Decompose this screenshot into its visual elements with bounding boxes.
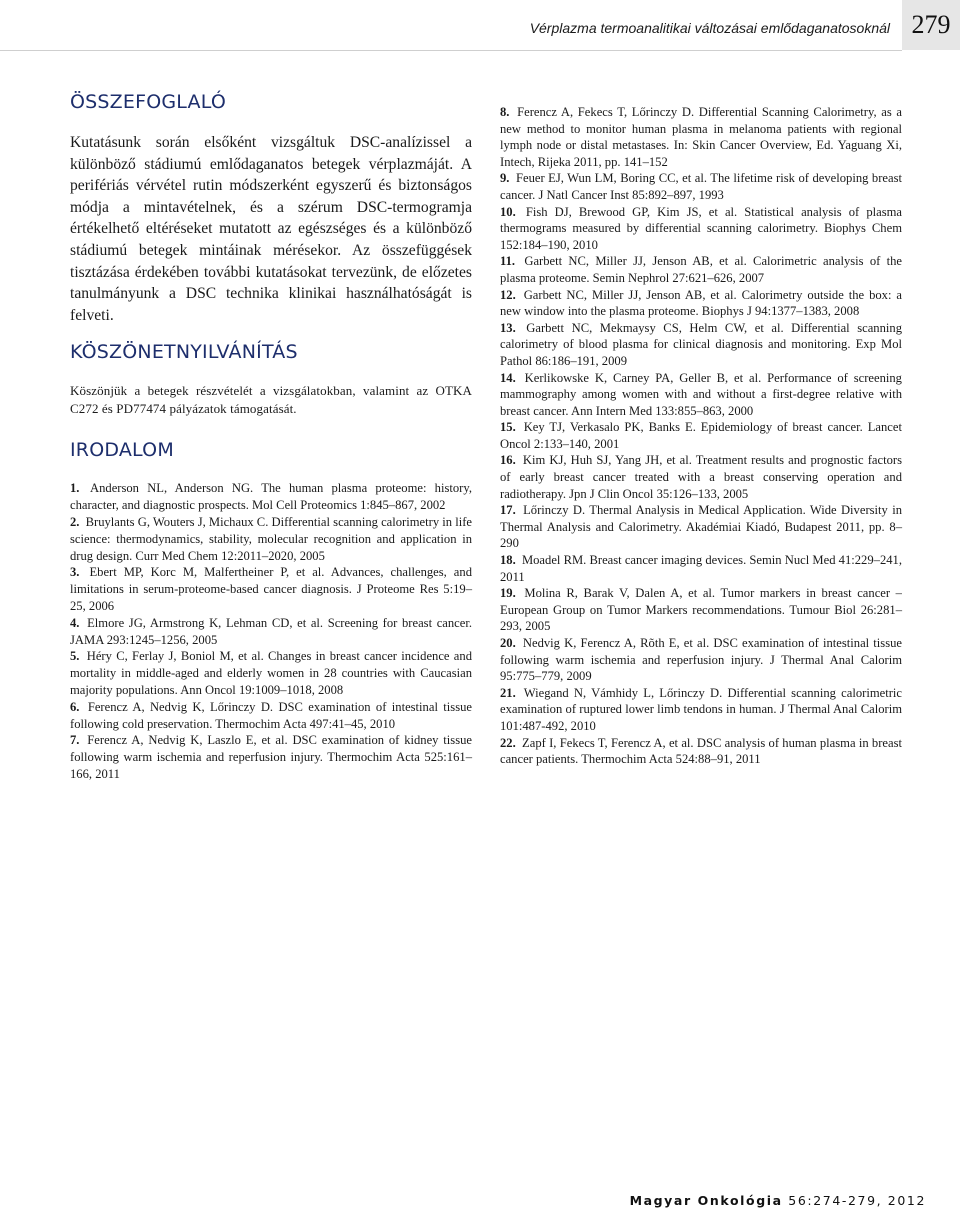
page-number: 279 [902,0,960,50]
summary-text: Kutatásunk során elsőként vizsgáltuk DSC-analízissel a különböző stádiumú emlődaganatos betegek vérplazmáját. A perifériás vérvétel rutin módszerként egyszerű és biztonságos módja a mintavételnek, és a szérum DSC-termogramja értékelhető eltéréseket mutatott az egészséges és a különböző stádiumú betegek mintáinak mérésekor. Az összefüggések tisztázása érdekében további kutatásokat tervezünk, de előzetes tanulmányunk a DSC technika klinikai használhatóságát is felveti. [70,134,472,324]
reference-number: 17. [500,503,516,518]
reference-item [70,699,472,733]
reference-item [500,320,902,370]
reference-item [70,732,472,782]
reference-text: Ebert MP, Korc M, Malfertheiner P, et al. Advances, challenges, and limitations in serum-proteome-based cancer diagnosis. J Proteome Res 5:19–25, 2006 [70,565,472,613]
reference-number: 5. [70,649,80,664]
references-heading: IRODALOM [70,439,174,462]
reference-text: Nedvig K, Ferencz A, Rõth E, et al. DSC examination of intestinal tissue following warm ischemia and reperfusion injury. J Thermal Anal Calorim 95:775–779, 2009 [500,636,902,684]
reference-text: Ferencz A, Nedvig K, Laszlo E, et al. DSC examination of kidney tissue following warm ischemia and reperfusion injury. Thermochim Acta 525:161–166, 2011 [70,733,472,781]
reference-text: Zapf I, Fekecs T, Ferencz A, et al. DSC analysis of human plasma in breast cancer patients. Thermochim Acta 524:88–91, 2011 [500,735,902,767]
reference-item [500,552,902,585]
reference-item [500,170,902,203]
reference-number: 13. [500,320,516,335]
reference-number: 10. [500,204,516,219]
reference-text: Garbett NC, Miller JJ, Jenson AB, et al. Calorimetry outside the box: a new window into the plasma proteome. Biophys J 94:1377–1383, 2008 [500,287,902,319]
reference-text: Ferencz A, Nedvig K, Lőrinczy D. DSC examination of intestinal tissue following cold preservation. Thermochim Acta 497:41–45, 2010 [70,699,472,731]
reference-item [500,735,902,768]
reference-text: Key TJ, Verkasalo PK, Banks E. Epidemiology of breast cancer. Lancet Oncol 2:133–140, 2001 [500,420,902,451]
reference-text: Fish DJ, Brewood GP, Kim JS, et al. Statistical analysis of plasma thermograms measured by differential scanning calorimetry. Biophys Chem 152:184–190, 2010 [500,204,902,252]
reference-item [500,104,902,170]
reference-text: Héry C, Ferlay J, Boniol M, et al. Changes in breast cancer incidence and mortality in middle-aged and elderly women in 28 countries with Caucasian majority populations. Ann Oncol 19:1009–1018, 2008 [70,649,472,697]
reference-number: 21. [500,685,516,700]
reference-item [500,287,902,320]
reference-text: Garbett NC, Mekmaysy CS, Helm CW, et al. Differential scanning calorimetry of blood plasma for clinical diagnosis and monitoring. Exp Mol Pathol 86:186–191, 2009 [500,320,902,368]
acknowledgement-text: Köszönjük a betegek részvételét a vizsgálatokban, valamint az OTKA C272 és PD77474 pályázatok támogatását. [70,383,472,417]
running-title: Vérplazma termoanalitikai változásai emlődaganatosoknál [529,20,890,36]
reference-number: 1. [70,481,80,496]
journal-citation: 56:274-279, 2012 [782,1193,926,1208]
right-column [500,104,902,768]
reference-number: 7. [70,733,80,748]
reference-number: 2. [70,514,80,529]
reference-item [70,480,472,514]
reference-number: 22. [500,735,516,750]
reference-item [70,615,472,649]
reference-number: 19. [500,586,516,601]
reference-number: 12. [500,287,516,302]
reference-text: Elmore JG, Armstrong K, Lehman CD, et al. Screening for breast cancer. JAMA 293:1245–1256, 2005 [70,615,472,647]
reference-number: 9. [500,171,510,186]
reference-number: 4. [70,615,80,630]
reference-text: Moadel RM. Breast cancer imaging devices. Semin Nucl Med 41:229–241, 2011 [500,553,902,584]
reference-number: 20. [500,636,516,650]
reference-number: 14. [500,370,516,385]
reference-text: Ferencz A, Fekecs T, Lőrinczy D. Differential Scanning Calorimetry, as a new method to monitor human plasma in melanoma patients with regional lymph node or distal metastases. In: Skin Cancer Overview, Ed. Yaguang Xi, Intech, Rijeka 2011, pp. 141–152 [500,105,902,169]
reference-list-right [500,104,902,768]
reference-number: 18. [500,553,516,568]
reference-text: Feuer EJ, Wun LM, Boring CC, et al. The lifetime risk of developing breast cancer. J Natl Cancer Inst 85:892–897, 1993 [500,171,902,202]
running-head [0,0,960,58]
reference-number: 15. [500,420,516,435]
reference-text: Anderson NL, Anderson NG. The human plasma proteome: history, character, and diagnostic prospects. Mol Cell Proteomics 1:845–867, 2002 [70,481,472,513]
reference-text: Kerlikowske K, Carney PA, Geller B, et al. Performance of screening mammography among women with and without a first-degree relative with breast cancer. Ann Intern Med 133:855–863, 2000 [500,370,902,418]
reference-item [70,514,472,564]
reference-item [500,370,902,420]
reference-number: 8. [500,105,510,119]
reference-text: Garbett NC, Miller JJ, Jenson AB, et al. Calorimetric analysis of the plasma proteome. Semin Nephrol 27:621–626, 2007 [500,254,902,285]
page-footer [630,1193,926,1208]
reference-item [500,419,902,452]
reference-text: Lőrinczy D. Thermal Analysis in Medical Application. Wide Diversity in Thermal Analysis and Calorimetry. Akadémiai Kiadó, Budapest 2011, pp. 8–290 [500,503,902,551]
reference-item [500,204,902,254]
reference-item [500,585,902,635]
reference-item [70,564,472,614]
header-rule [0,50,902,51]
reference-item [500,452,902,502]
reference-number: 6. [70,699,80,714]
summary-heading: ÖSSZEFOGLALÓ [70,91,226,113]
reference-item [500,253,902,286]
reference-number: 11. [500,254,516,269]
left-column [70,90,472,783]
reference-text: Bruylants G, Wouters J, Michaux C. Differential scanning calorimetry in life science: thermodynamics, stability, molecular recognition and application in drug design. Curr Med Chem 12:2011–2020, 2005 [70,514,472,563]
reference-number: 3. [70,565,80,580]
reference-text: Wiegand N, Vámhidy L, Lőrinczy D. Differential scanning calorimetric examination of ruptured lower limb tendons in human. J Thermal Anal Calorim 101:487-492, 2010 [500,685,902,733]
journal-name: Magyar Onkológia [629,1193,783,1208]
reference-number: 16. [500,453,516,468]
reference-text: Kim KJ, Huh SJ, Yang JH, et al. Treatment results and prognostic factors of early breast cancer treated with a breast conserving operation and radiotherapy. Jpn J Clin Oncol 35:126–133, 2005 [500,453,902,501]
acknowledgement-heading: KÖSZÖNETNYILVÁNÍTÁS [70,341,298,364]
reference-item [500,502,902,552]
reference-text: Molina R, Barak V, Dalen A, et al. Tumor markers in breast cancer – European Group on Tumor Markers recommendations. Tumour Biol 26:281–293, 2005 [500,586,902,634]
reference-item [500,685,902,735]
reference-item [500,635,902,685]
reference-list-left [70,480,472,782]
reference-item [70,648,472,698]
